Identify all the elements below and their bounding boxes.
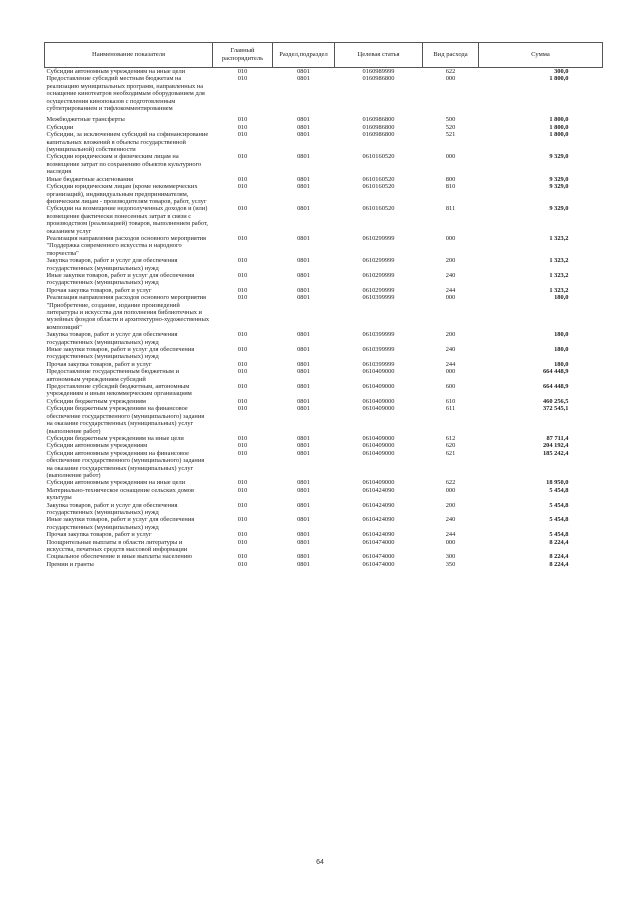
header-sum: Сумма [479, 43, 603, 68]
row-sum: 8 224,4 [549, 560, 569, 568]
row-expense-type: 000 [445, 294, 456, 302]
row-target: 0610160520 [362, 183, 395, 191]
row-target: 0610409000 [362, 397, 395, 405]
table-row [45, 553, 603, 560]
row-section: 0801 [297, 153, 310, 161]
row-main-manager: 010 [237, 360, 248, 368]
row-name: Субсидии бюджетным учреждениям [46, 397, 146, 405]
row-main-manager: 010 [237, 538, 248, 546]
row-expense-type: 620 [445, 442, 456, 450]
row-name: Субсидии [46, 123, 74, 131]
row-section: 0801 [297, 434, 310, 442]
table-row [45, 235, 603, 257]
row-sum: 180,0 [554, 346, 569, 354]
row-target: 0610409000 [362, 434, 395, 442]
row-target: 0610399999 [362, 294, 395, 302]
table-row [45, 442, 603, 449]
row-section: 0801 [297, 234, 310, 242]
row-main-manager: 010 [237, 516, 248, 524]
row-name: Субсидии юридическим и физическим лицам на возмещение затрат по сохранению объектов культурного наследия [46, 153, 202, 176]
row-expense-type: 244 [445, 531, 456, 539]
row-name: Премии и гранты [46, 560, 94, 568]
table-header [45, 43, 603, 68]
row-expense-type: 600 [445, 383, 456, 391]
row-section: 0801 [297, 131, 310, 139]
row-target: 0610299999 [362, 257, 395, 265]
table-row [45, 487, 603, 502]
row-expense-type: 621 [445, 449, 456, 457]
table-row [45, 294, 603, 331]
row-main-manager: 010 [237, 368, 248, 376]
row-sum: 185 242,4 [542, 449, 569, 457]
row-section: 0801 [297, 360, 310, 368]
row-name: Предоставление субсидий бюджетным, автономным учреждениям и иным некоммерческим организациям [46, 383, 192, 398]
row-target: 0610160520 [362, 153, 395, 161]
row-target: 0610474000 [362, 538, 395, 546]
row-main-manager: 010 [237, 271, 248, 279]
table-row [45, 68, 603, 76]
table-row [45, 502, 603, 517]
row-main-manager: 010 [237, 434, 248, 442]
row-section: 0801 [297, 405, 310, 413]
row-sum: 1 323,2 [549, 234, 569, 242]
table-row [45, 124, 603, 131]
row-section: 0801 [297, 397, 310, 405]
table-row [45, 205, 603, 235]
row-name: Материально-техническое оснащение сельских домов культуры [46, 486, 195, 502]
row-main-manager: 010 [237, 397, 248, 405]
row-name: Субсидии на возмещение недополученных доходов и (или) возмещение фактически понесенных затрат в связи с производством (реализацией) товаров, выполнением работ, оказанием услуг [46, 205, 208, 235]
row-sum: 1 800,0 [549, 75, 569, 83]
page-number: 64 [316, 859, 324, 866]
row-name: Прочая закупка товаров, работ и услуг [46, 360, 152, 368]
row-expense-type: 810 [445, 183, 456, 191]
row-sum: 1 800,0 [549, 123, 569, 131]
row-name: Социальное обеспечение и иные выплаты населению [46, 553, 193, 561]
table-row [45, 405, 603, 435]
row-name: Закупка товаров, работ и услуг для обеспечения государственных (муниципальных) нужд [46, 257, 178, 272]
row-section: 0801 [297, 116, 310, 124]
table-row [45, 383, 603, 398]
row-target: 0610474000 [362, 560, 395, 568]
row-sum: 1 800,0 [549, 131, 569, 139]
header-expense-type: Вид расхода [423, 43, 479, 68]
row-main-manager: 010 [237, 175, 248, 183]
row-expense-type: 520 [445, 123, 456, 131]
row-target: 0610299999 [362, 271, 395, 279]
row-target: 0610160520 [362, 175, 395, 183]
row-main-manager: 010 [237, 383, 248, 391]
row-sum: 9 329,0 [549, 205, 569, 213]
row-main-manager: 010 [237, 183, 248, 191]
row-expense-type: 200 [445, 257, 456, 265]
table-row [45, 346, 603, 361]
table-row [45, 257, 603, 272]
row-section: 0801 [297, 538, 310, 546]
budget-table [44, 42, 603, 568]
row-target: 0610299999 [362, 286, 395, 294]
row-name: Прочая закупка товаров, работ и услуг [46, 286, 152, 294]
row-main-manager: 010 [237, 449, 248, 457]
row-target: 0610424090 [362, 486, 395, 494]
row-main-manager: 010 [237, 286, 248, 294]
row-name: Иные бюджетные ассигнования [46, 175, 134, 183]
row-target: 0160986800 [362, 75, 395, 83]
row-target: 0610424090 [362, 516, 395, 524]
table-row [45, 287, 603, 294]
row-name: Закупка товаров, работ и услуг для обеспечения государственных (муниципальных) нужд [46, 331, 178, 346]
header-section: Раздел,подраздел [273, 43, 335, 68]
row-main-manager: 010 [237, 501, 248, 509]
row-main-manager: 010 [237, 346, 248, 354]
header-name: Наименование показателя [45, 43, 213, 68]
row-main-manager: 010 [237, 479, 248, 487]
row-sum: 5 454,8 [549, 486, 569, 494]
row-main-manager: 010 [237, 68, 248, 75]
row-name: Субсидии, за исключением субсидий на софинансирование капитальных вложений в объекты государственной (муниципальной) собственности [46, 131, 209, 154]
row-section: 0801 [297, 346, 310, 354]
table-row [45, 561, 603, 568]
row-target: 0160986800 [362, 131, 395, 139]
header-main-manager: Главный распорядитель [213, 43, 273, 68]
row-main-manager: 010 [237, 257, 248, 265]
row-section: 0801 [297, 553, 310, 561]
row-name: Реализация направления расходов основного мероприятия "Приобретение, создание, издание произведений литературы и искусства для пополнения библиотечных и музейных фондов области и архитектурно-художественных композиций" [46, 294, 210, 331]
row-sum: 664 448,9 [542, 368, 569, 376]
row-expense-type: 622 [445, 479, 456, 487]
row-name: Закупка товаров, работ и услуг для обеспечения государственных (муниципальных) нужд [46, 501, 178, 516]
row-main-manager: 010 [237, 131, 248, 139]
row-expense-type: 611 [445, 405, 456, 413]
row-expense-type: 240 [445, 516, 456, 524]
row-expense-type: 240 [445, 346, 456, 354]
row-main-manager: 010 [237, 553, 248, 561]
table-row [45, 176, 603, 183]
row-section: 0801 [297, 449, 310, 457]
row-section: 0801 [297, 75, 310, 83]
row-section: 0801 [297, 183, 310, 191]
row-expense-type: 240 [445, 271, 456, 279]
table-row [45, 450, 603, 480]
row-expense-type: 000 [445, 234, 456, 242]
row-main-manager: 010 [237, 294, 248, 302]
row-sum: 180,0 [554, 360, 569, 368]
row-target: 0610409000 [362, 405, 395, 413]
row-section: 0801 [297, 123, 310, 131]
row-sum: 1 323,2 [549, 257, 569, 265]
row-section: 0801 [297, 516, 310, 524]
row-target: 0610399999 [362, 360, 395, 368]
row-section: 0801 [297, 286, 310, 294]
row-name: Субсидии бюджетным учреждениям на иные цели [46, 434, 184, 442]
row-expense-type: 000 [445, 153, 456, 161]
row-main-manager: 010 [237, 75, 248, 83]
row-section: 0801 [297, 271, 310, 279]
row-target: 0610424090 [362, 501, 395, 509]
row-name: Реализация направления расходов основного мероприятия "Поддержка современного искусства и народного творчества" [46, 234, 206, 257]
row-expense-type: 000 [445, 368, 456, 376]
row-expense-type: 000 [445, 75, 456, 83]
row-expense-type: 200 [445, 331, 456, 339]
row-expense-type: 244 [445, 286, 456, 294]
row-main-manager: 010 [237, 560, 248, 568]
row-sum: 204 192,4 [542, 442, 569, 450]
table-row [45, 361, 603, 368]
row-name: Субсидии автономным учреждениям на финансовое обеспечение государственного (муниципального) задания на оказание государственных (муниципальных) услуг (выполнение работ) [46, 449, 205, 479]
row-name: Субсидии юридическим лицам (кроме некоммерческих организаций), индивидуальным предпринимателям, физическим лицам - производителям товаров, работ, услуг [46, 183, 207, 205]
row-name: Субсидии автономным учреждениям на иные цели [46, 479, 186, 487]
row-target: 0610409000 [362, 479, 395, 487]
row-expense-type: 521 [445, 131, 456, 139]
row-sum: 18 950,0 [546, 479, 569, 487]
table-row [45, 153, 603, 175]
row-name: Предоставление субсидий местным бюджетам на реализацию муниципальных программ, направленных на оснащение кинотеатров необходимым оборудованием для осуществления кинопоказов с подготовленным субтитрированием и тифлокомментированием [46, 75, 205, 113]
row-expense-type: 612 [445, 434, 456, 442]
row-sum: 460 256,5 [542, 397, 569, 405]
row-main-manager: 010 [237, 205, 248, 213]
header-target: Целевая статья [335, 43, 423, 68]
row-sum: 87 711,4 [546, 434, 569, 442]
row-expense-type: 300 [445, 553, 456, 561]
table-row [45, 435, 603, 442]
row-section: 0801 [297, 331, 310, 339]
row-sum: 8 224,4 [549, 553, 569, 561]
row-expense-type: 000 [445, 538, 456, 546]
row-main-manager: 010 [237, 442, 248, 450]
table-row [45, 183, 603, 205]
row-target: 0160986800 [362, 123, 395, 131]
row-section: 0801 [297, 383, 310, 391]
row-name: Иные закупки товаров, работ и услуг для обеспечения государственных (муниципальных) нужд [46, 516, 195, 531]
row-target: 0610424090 [362, 531, 395, 539]
row-sum: 180,0 [554, 331, 569, 339]
row-sum: 664 448,9 [542, 383, 569, 391]
row-section: 0801 [297, 68, 310, 75]
row-main-manager: 010 [237, 116, 248, 124]
row-expense-type: 622 [445, 68, 456, 75]
row-main-manager: 010 [237, 153, 248, 161]
row-name: Предоставление государственным бюджетным и автономным учреждениям субсидий [46, 368, 179, 383]
row-name: Иные закупки товаров, работ и услуг для обеспечения государственных (муниципальных) нужд [46, 346, 195, 361]
table-row [45, 131, 603, 153]
row-main-manager: 010 [237, 331, 248, 339]
row-target: 0610409000 [362, 449, 395, 457]
row-main-manager: 010 [237, 123, 248, 131]
row-sum: 5 454,8 [549, 516, 569, 524]
row-target: 0610474000 [362, 553, 395, 561]
row-name: Прочая закупка товаров, работ и услуг [46, 531, 152, 539]
row-sum: 180,0 [554, 294, 569, 302]
row-sum: 1 323,2 [549, 286, 569, 294]
row-section: 0801 [297, 205, 310, 213]
row-section: 0801 [297, 368, 310, 376]
row-expense-type: 610 [445, 397, 456, 405]
row-sum: 9 329,0 [549, 153, 569, 161]
row-section: 0801 [297, 175, 310, 183]
table-row [45, 75, 603, 112]
row-section: 0801 [297, 257, 310, 265]
row-sum: 9 329,0 [549, 183, 569, 191]
row-name: Межбюджетные трансферты [46, 116, 125, 124]
row-section: 0801 [297, 501, 310, 509]
table-row [45, 539, 603, 554]
row-target: 0610409000 [362, 442, 395, 450]
row-target: 0610299999 [362, 234, 395, 242]
table-row [45, 112, 603, 123]
row-main-manager: 010 [237, 405, 248, 413]
row-target: 0610409000 [362, 383, 395, 391]
row-expense-type: 000 [445, 486, 456, 494]
row-section: 0801 [297, 531, 310, 539]
row-section: 0801 [297, 560, 310, 568]
row-expense-type: 811 [445, 205, 456, 213]
table-row [45, 479, 603, 486]
row-name: Субсидии бюджетным учреждениям на финансовое обеспечение государственного (муниципального) задания на оказание государственных (муниципальных) услуг (выполнение работ) [46, 405, 205, 435]
row-sum: 1 323,2 [549, 271, 569, 279]
row-target: 0160986800 [362, 116, 395, 124]
row-section: 0801 [297, 294, 310, 302]
row-section: 0801 [297, 479, 310, 487]
row-expense-type: 500 [445, 116, 456, 124]
row-expense-type: 800 [445, 175, 456, 183]
row-target: 0610399999 [362, 331, 395, 339]
row-target: 0610399999 [362, 346, 395, 354]
table-row [45, 331, 603, 346]
row-name: Поощрительные выплаты в области литературы и искусства, печатных средств массовой информации [46, 538, 188, 553]
row-expense-type: 350 [445, 560, 456, 568]
row-name: Субсидии автономным учреждениям [46, 442, 148, 450]
row-main-manager: 010 [237, 486, 248, 494]
table-row [45, 516, 603, 531]
row-main-manager: 010 [237, 531, 248, 539]
row-section: 0801 [297, 442, 310, 450]
row-name: Субсидии автономным учреждениям на иные цели [46, 68, 186, 75]
row-sum: 5 454,8 [549, 531, 569, 539]
row-target: 0610160520 [362, 205, 395, 213]
row-sum: 372 545,1 [542, 405, 569, 413]
row-sum: 300,0 [554, 68, 569, 75]
row-target: 0610409000 [362, 368, 395, 376]
row-target: 0160989999 [362, 68, 395, 75]
row-sum: 9 329,0 [549, 175, 569, 183]
table-row [45, 531, 603, 538]
row-sum: 8 224,4 [549, 538, 569, 546]
row-main-manager: 010 [237, 234, 248, 242]
table-row [45, 368, 603, 383]
row-section: 0801 [297, 486, 310, 494]
row-name: Иные закупки товаров, работ и услуг для обеспечения государственных (муниципальных) нужд [46, 271, 195, 287]
row-expense-type: 244 [445, 360, 456, 368]
table-row [45, 272, 603, 287]
row-expense-type: 200 [445, 501, 456, 509]
table-body [45, 68, 603, 569]
table-row [45, 398, 603, 405]
row-sum: 1 800,0 [549, 116, 569, 124]
row-sum: 5 454,8 [549, 501, 569, 509]
